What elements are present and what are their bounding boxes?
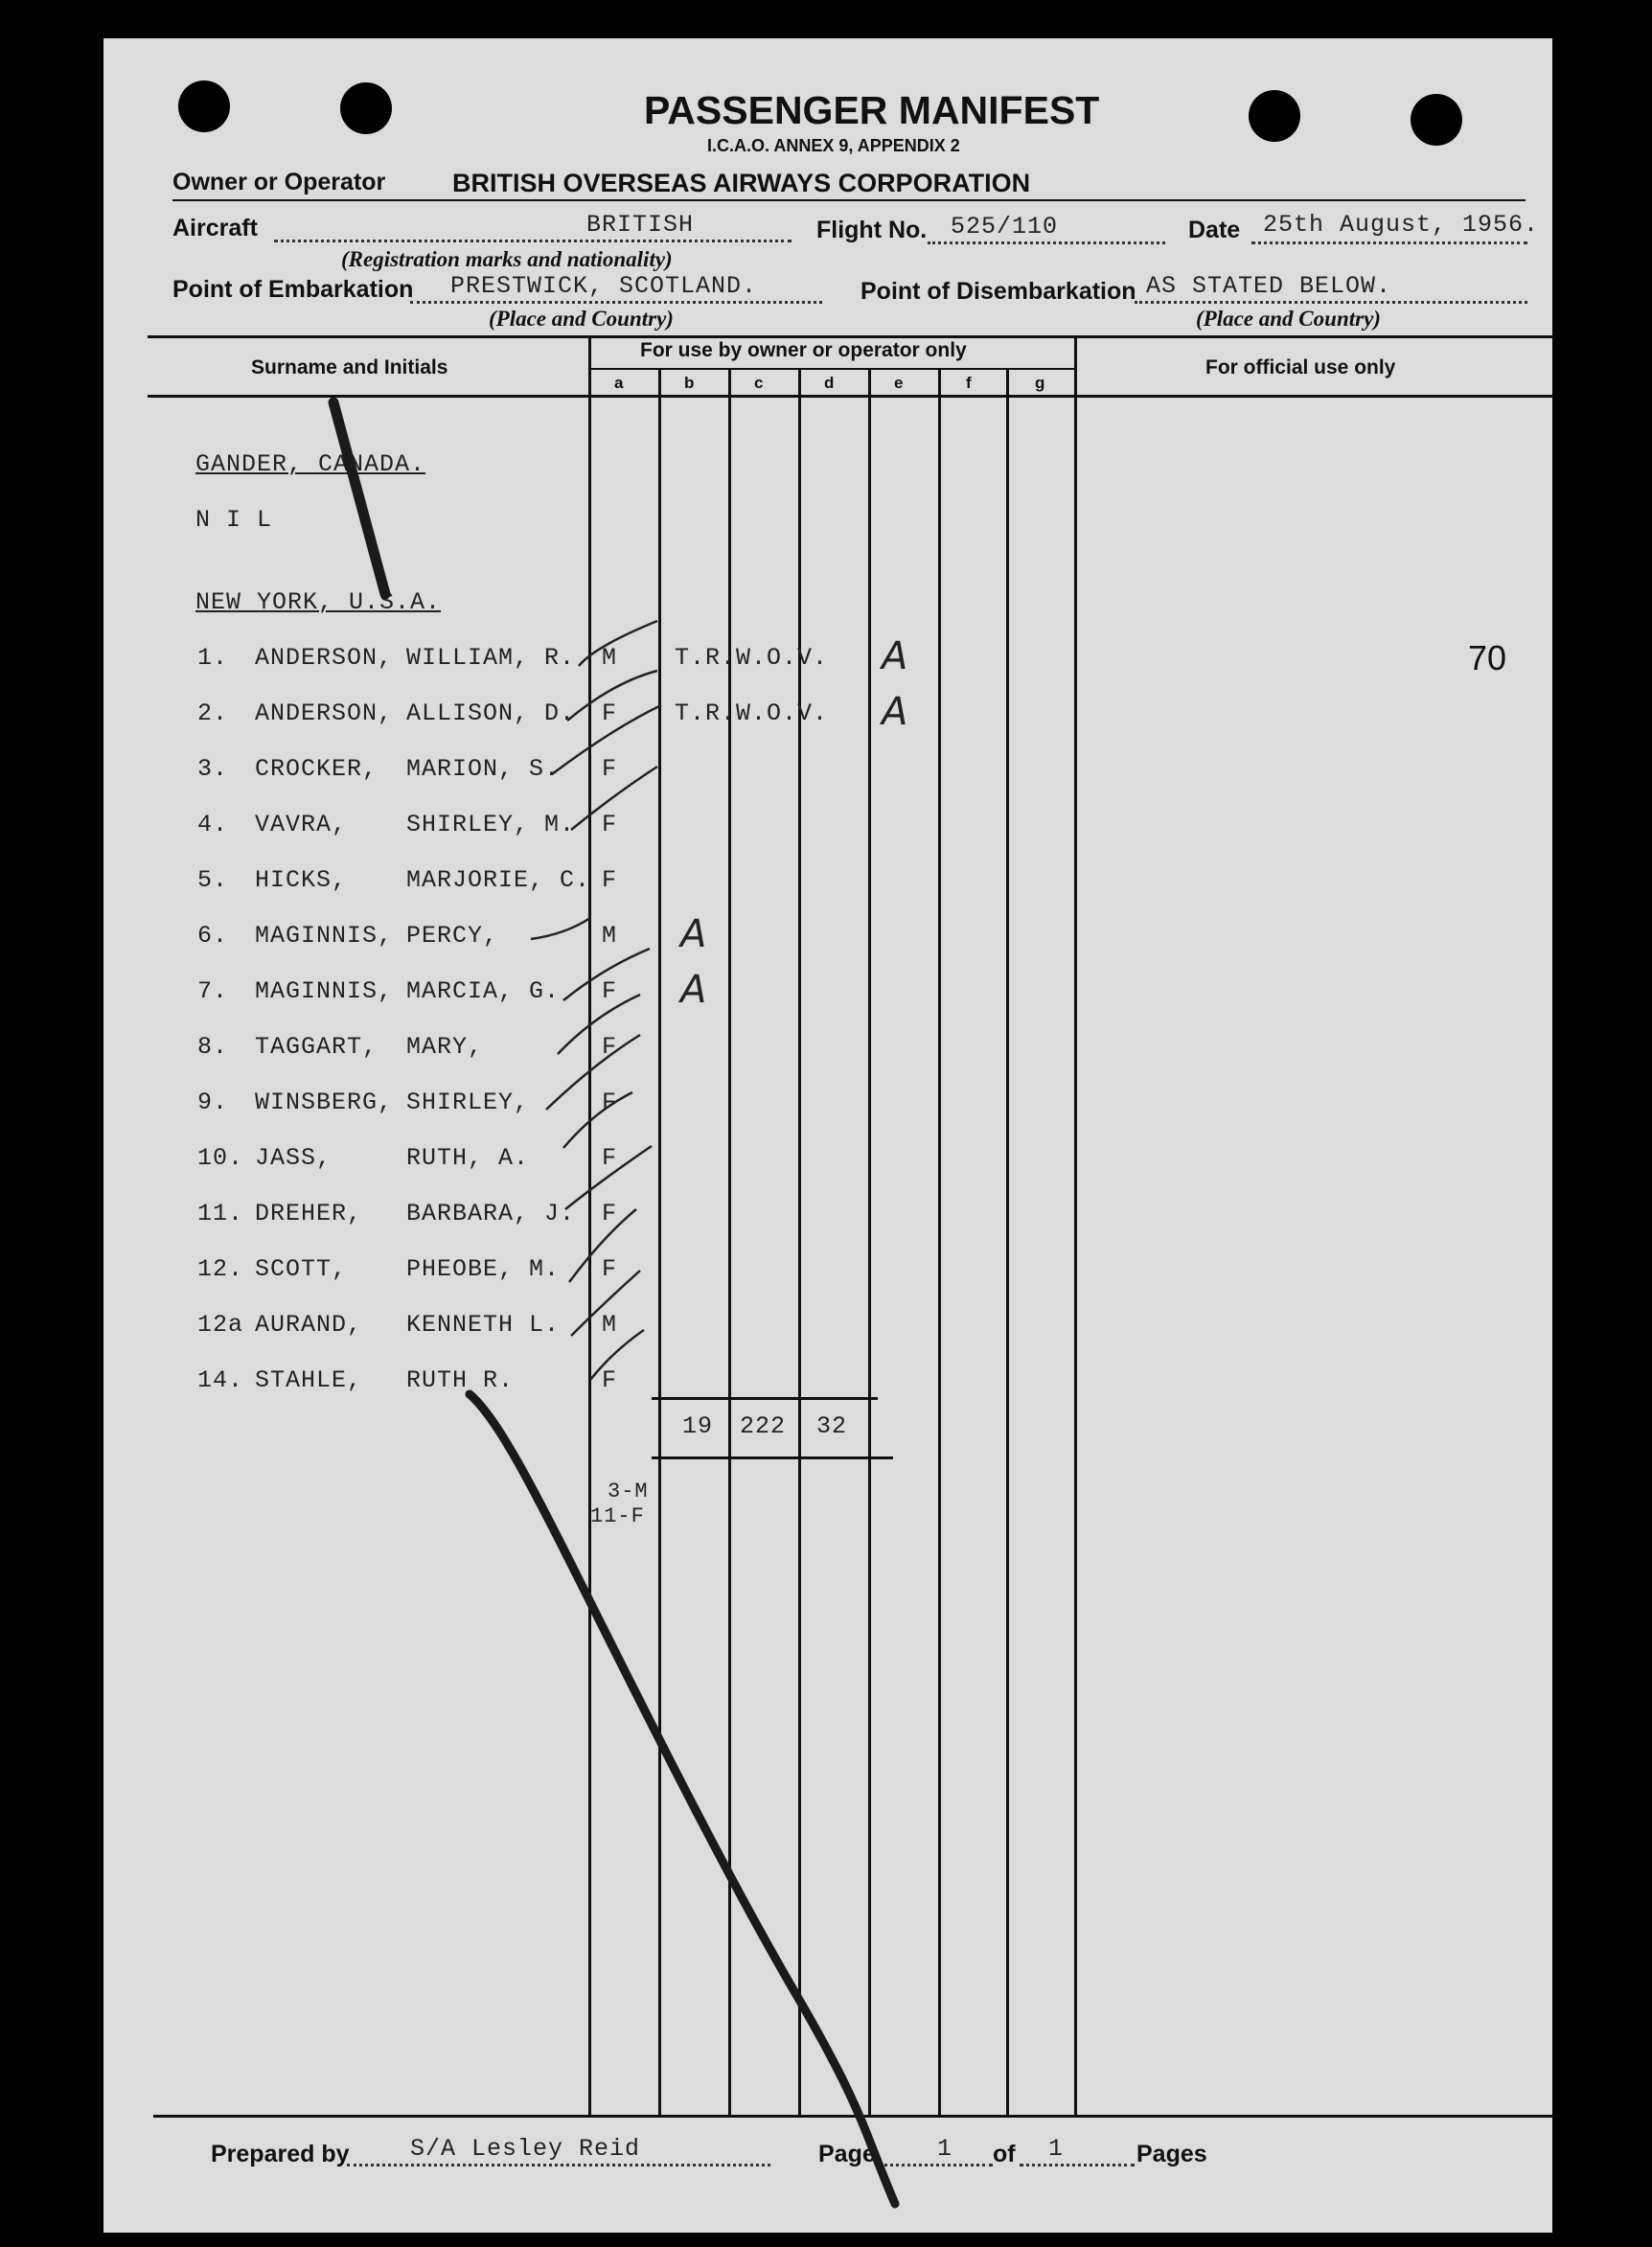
passenger-surname: JASS, (255, 1144, 333, 1172)
passenger-number: 5. (197, 866, 229, 894)
passenger-number: 8. (197, 1033, 229, 1061)
date-value: 25th August, 1956. (1263, 211, 1540, 239)
passenger-sex: F (602, 1366, 618, 1394)
surname-col-header: Surname and Initials (251, 356, 448, 378)
owner-value: BRITISH OVERSEAS AIRWAYS CORPORATION (452, 169, 1031, 197)
passenger-surname: STAHLE, (255, 1366, 363, 1394)
embarkation-note: (Place and Country) (489, 307, 674, 331)
subcol-f: f (966, 374, 972, 392)
subcol-b: b (684, 374, 695, 392)
passenger-given-names: SHIRLEY, (406, 1089, 530, 1116)
prepared-label: Prepared by (211, 2141, 350, 2167)
passenger-sex: F (602, 699, 618, 727)
passenger-given-names: MARY, (406, 1033, 484, 1061)
passenger-given-names: ALLISON, D. (406, 699, 576, 727)
passenger-col-e-mark: A (882, 634, 908, 678)
passenger-given-names: MARJORIE, C. (406, 866, 591, 894)
male-count: 3-M (608, 1479, 649, 1503)
passenger-surname: TAGGART, (255, 1033, 379, 1061)
passenger-number: 6. (197, 922, 229, 950)
passenger-given-names: RUTH R. (406, 1366, 515, 1394)
owner-label: Owner or Operator (172, 169, 386, 195)
passenger-given-names: WILLIAM, R. (406, 644, 576, 672)
passenger-surname: AURAND, (255, 1311, 363, 1339)
subcol-e: e (894, 374, 904, 392)
owner-use-header: For use by owner or operator only (640, 339, 967, 361)
passenger-col-b-mark: A (680, 912, 707, 956)
prepared-value: S/A Lesley Reid (410, 2135, 641, 2163)
passenger-given-names: MARION, S. (406, 755, 561, 783)
passenger-surname: ANDERSON, (255, 644, 394, 672)
passenger-given-names: KENNETH L. (406, 1311, 561, 1339)
disembarkation-note: (Place and Country) (1196, 307, 1381, 331)
passenger-given-names: SHIRLEY, M. (406, 811, 576, 838)
aircraft-label: Aircraft (172, 215, 258, 241)
passenger-sex: M (602, 922, 618, 950)
pen-strike-lower (470, 1394, 895, 2204)
passenger-given-names: MARCIA, G. (406, 977, 561, 1005)
passenger-col-e-mark: A (882, 690, 908, 734)
passenger-number: 12. (197, 1255, 244, 1283)
passenger-number: 11. (197, 1200, 244, 1227)
passenger-given-names: BARBARA, J. (406, 1200, 576, 1227)
check-marks (531, 621, 661, 1380)
page-label: Page (818, 2141, 876, 2167)
passenger-sex: F (602, 1200, 618, 1227)
passenger-sex: F (602, 1089, 618, 1116)
passenger-sex: F (602, 811, 618, 838)
passenger-surname: MAGINNIS, (255, 922, 394, 950)
passenger-sex: M (602, 1311, 618, 1339)
passenger-sex: F (602, 866, 618, 894)
passenger-col-b-code: T.R.W.O.V. (675, 644, 829, 672)
passenger-surname: ANDERSON, (255, 699, 394, 727)
aircraft-note: (Registration marks and nationality) (341, 247, 673, 271)
passenger-surname: CROCKER, (255, 755, 379, 783)
passenger-surname: WINSBERG, (255, 1089, 394, 1116)
passenger-surname: HICKS, (255, 866, 348, 894)
passenger-surname: SCOTT, (255, 1255, 348, 1283)
passenger-number: 4. (197, 811, 229, 838)
passenger-sex: M (602, 644, 618, 672)
passenger-sex: F (602, 1033, 618, 1061)
passenger-sex: F (602, 1144, 618, 1172)
subcol-g: g (1035, 374, 1045, 392)
flight-value: 525/110 (951, 213, 1059, 241)
female-count: 11-F (590, 1504, 645, 1528)
page-title: PASSENGER MANIFEST (644, 88, 1100, 132)
passenger-given-names: PHEOBE, M. (406, 1255, 561, 1283)
date-label: Date (1188, 217, 1241, 243)
passenger-number: 14. (197, 1366, 244, 1394)
passenger-sex: F (602, 1255, 618, 1283)
total-d: 32 (816, 1412, 848, 1440)
section-new-york: NEW YORK, U.S.A. (195, 588, 442, 616)
disembarkation-value: AS STATED BELOW. (1146, 272, 1392, 300)
page-number: 1 (937, 2135, 953, 2163)
subcol-c: c (754, 374, 764, 392)
disembarkation-label: Point of Disembarkation (860, 278, 1136, 305)
passenger-surname: MAGINNIS, (255, 977, 394, 1005)
passenger-surname: DREHER, (255, 1200, 363, 1227)
flight-label: Flight No. (816, 217, 928, 243)
passenger-given-names: RUTH, A. (406, 1144, 530, 1172)
subcol-d: d (824, 374, 835, 392)
passenger-surname: VAVRA, (255, 811, 348, 838)
of-label: of (993, 2141, 1016, 2167)
passenger-number: 12a (197, 1311, 244, 1339)
section-nil: N I L (195, 506, 273, 534)
page-total: 1 (1048, 2135, 1065, 2163)
passenger-official-number: 70 (1468, 638, 1507, 677)
pages-label: Pages (1136, 2141, 1207, 2167)
section-gander: GANDER, CANADA. (195, 450, 426, 478)
passenger-number: 10. (197, 1144, 244, 1172)
passenger-number: 3. (197, 755, 229, 783)
passenger-number: 1. (197, 644, 229, 672)
total-b: 19 (682, 1412, 714, 1440)
embarkation-label: Point of Embarkation (172, 276, 414, 303)
passenger-col-b-code: T.R.W.O.V. (675, 699, 829, 727)
passenger-number: 7. (197, 977, 229, 1005)
passenger-number: 9. (197, 1089, 229, 1116)
pen-strike-upper (333, 402, 385, 594)
passenger-given-names: PERCY, (406, 922, 499, 950)
passenger-number: 2. (197, 699, 229, 727)
passenger-sex: F (602, 755, 618, 783)
page-subtitle: I.C.A.O. ANNEX 9, APPENDIX 2 (707, 136, 960, 155)
embarkation-value: PRESTWICK, SCOTLAND. (450, 272, 758, 300)
subcol-a: a (614, 374, 624, 392)
passenger-col-b-mark: A (680, 968, 707, 1012)
aircraft-value: BRITISH (586, 211, 695, 239)
total-c: 222 (740, 1412, 787, 1440)
passenger-sex: F (602, 977, 618, 1005)
official-col-header: For official use only (1205, 356, 1396, 378)
